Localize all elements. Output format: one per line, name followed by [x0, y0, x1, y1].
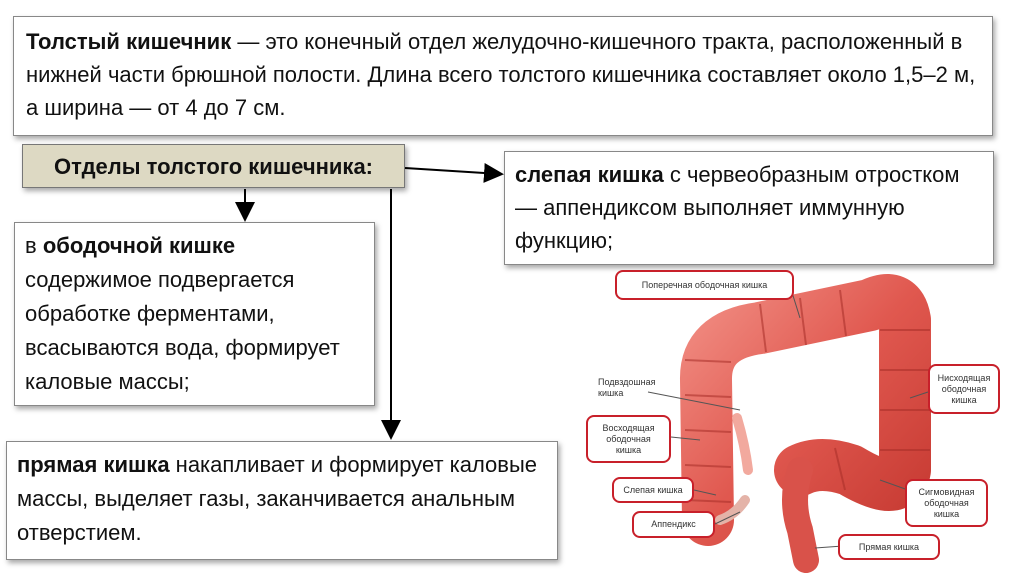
sections-header: Отделы толстого кишечника: [22, 144, 405, 188]
cecum-term: слепая кишка [515, 162, 664, 187]
cecum-text: с червеобразным отростком — аппендиксом выполняет иммунную функцию; [515, 162, 960, 253]
label-ascending-colon: Восходящая ободочная кишка [586, 415, 671, 463]
label-ileum: Подвздошная кишка [598, 377, 656, 398]
intro-text: — это конечный отдел желудочно-кишечного тракта, расположенный в нижней части брюшной полости. Длина всего толстого кишечника составляет около 1,5–2 м, а ширина — от 4 до 7 см. [26, 29, 976, 120]
large-intestine-illustration [685, 290, 930, 560]
label-descending-colon: Нисходящая ободочная кишка [928, 364, 1000, 414]
colon-prefix: в [25, 233, 43, 258]
rectum-text: накапливает и формирует каловые массы, выделяет газы, заканчивается анальным отверстием. [17, 452, 538, 545]
arrow-to-cecum [405, 168, 500, 174]
intro-term: Толстый кишечник [26, 29, 232, 54]
label-transverse-colon: Поперечная ободочная кишка [615, 270, 794, 300]
label-appendix: Аппендикс [632, 511, 715, 538]
rectum-term: прямая кишка [17, 452, 170, 477]
label-sigmoid-colon: Сигмовидная ободочная кишка [905, 479, 988, 527]
label-rectum: Прямая кишка [838, 534, 940, 560]
label-cecum: Слепая кишка [612, 477, 694, 503]
colon-term: ободочной кишке [42, 233, 236, 258]
colon-text: содержимое подвергается обработке ферментами, всасываются вода, формирует каловые массы; [25, 267, 340, 394]
